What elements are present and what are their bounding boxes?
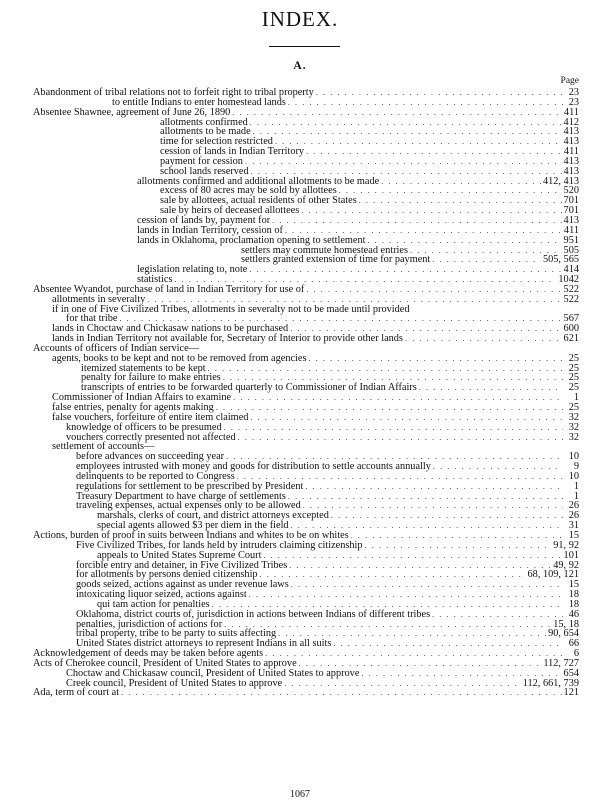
entry-text: sale by heirs of deceased allottees [160,205,300,217]
index-entry [0,265,600,275]
leader-dots [272,216,561,226]
entry-page: 413 [563,155,579,167]
index-entry [0,118,600,128]
entry-page: 522 [563,293,579,305]
entry-text: before advances on succeeding year [76,451,225,463]
entry-page: 701 [563,195,579,207]
leader-dots [232,108,562,118]
entry-page: 505, 565 [542,254,579,266]
entry-page: 413 [563,136,579,148]
entry-text: Treasury Department to have charge of settlements [76,490,286,502]
entry-text: cession of lands in Indian Territory [160,146,305,158]
leader-dots [216,403,563,413]
index-entry [0,216,600,226]
entry-text: allotments confirmed [160,116,248,128]
entry-page: 90, 654 [548,628,579,640]
entry-page: 121 [563,687,579,699]
entry-text: marshals, clerks of court, and district attorneys excepted [97,510,329,522]
entry-text: legislation relating to, note [137,264,248,276]
leader-dots [410,246,562,256]
index-entry [0,147,600,157]
entry-text: itemized statements to be kept [81,362,206,374]
entry-text: excess of 80 acres may be sold by allottees [160,185,337,197]
index-entries [0,88,600,698]
entry-page: 701 [563,205,579,217]
entry-page: 621 [563,333,579,345]
entry-text: employees intrusted with money and goods for distribution to settle accounts annually [76,461,431,473]
index-entry [0,206,600,216]
entry-page: 32 [568,431,579,443]
entry-text: settlement of accounts— [52,441,155,453]
leader-dots [405,334,562,344]
entry-page: 23 [568,96,579,108]
entry-page: 654 [563,667,579,679]
entry-text: Absentee Shawnee, agreement of June 26, 1890 [33,106,231,118]
entry-page: 31 [568,520,579,532]
entry-page: 91, 92 [553,539,579,551]
entry-page: 505 [563,244,579,256]
entry-text: cession of lands by, payment for [137,214,271,226]
entry-page: 522 [563,283,579,295]
entry-page: 1 [573,480,579,492]
entry-page: 567 [563,313,579,325]
index-entry [0,590,600,600]
leader-dots [208,364,563,374]
leader-dots [275,137,562,147]
entry-text: allotments to be made [160,126,251,138]
entry-page: 951 [563,234,579,246]
entry-page: 6 [573,648,579,660]
leader-dots [253,127,562,137]
leader-dots [351,531,563,541]
leader-dots [309,354,564,364]
entry-text: lands in Indian Territory not available for, Secretary of Interior to provide other lands [52,333,403,345]
entry-page: 413 [563,214,579,226]
entry-page: 520 [563,185,579,197]
leader-dots [291,580,563,590]
entry-text: Actions, burden of proof in suits between Indians and whites to be on whites [33,529,349,541]
index-entry [0,688,600,698]
entry-page: 25 [568,382,579,394]
leader-dots [121,688,561,698]
entry-page: 32 [568,421,579,433]
leader-dots [333,639,563,649]
leader-dots [306,285,561,295]
entry-text: Creek council, President of United States to approve [66,677,283,689]
entry-text: lands in Indian Territory, cession of [137,224,283,236]
entry-page: 25 [568,372,579,384]
entry-text: Acts of Cherokee council, President of United States to approve [33,657,297,669]
entry-page: 32 [568,411,579,423]
leader-dots [433,462,563,472]
entry-text: Oklahoma, district courts of, jurisdiction in actions between Indians of different tribes [76,608,431,620]
leader-dots [224,423,563,433]
leader-dots [316,88,563,98]
entry-text: false vouchers, forfeiture of entire item claimed [52,411,249,423]
entry-text: goods seized, actions against as under revenue laws [76,579,289,591]
entry-text: for allotments by persons denied citizenship [76,569,258,581]
entry-text: vouchers correctly presented not affected [66,431,236,443]
entry-page: 412 [563,116,579,128]
entry-page: 414 [563,264,579,276]
entry-text: penalties, jurisdiction of actions for [76,618,223,630]
entry-text: Five Civilized Tribes, for lands held by intruders claiming citizenship [76,539,363,551]
entry-text: Accounts of officers of Indian service— [33,342,199,354]
entry-text: penalty for failure to make entries [81,372,221,384]
entry-page: 18 [568,589,579,601]
leader-dots [233,393,563,403]
entry-text: agents, books to be kept and not to be removed from agencies [52,352,307,364]
entry-text: Commissioner of Indian Affairs to examine [52,392,232,404]
index-entry [0,157,600,167]
leader-dots [249,590,563,600]
entry-text: knowledge of officers to be presumed [66,421,222,433]
entry-text: Acknowledgement of deeds may be taken before agents [33,648,264,660]
leader-dots [301,206,561,216]
entry-page: 18 [568,598,579,610]
entry-text: Ada, term of court at [33,687,120,699]
entry-page: 112, 661, 739 [522,677,579,689]
entry-page: 1 [573,490,579,502]
entry-page: 1042 [558,274,579,286]
entry-text: statistics [137,274,173,286]
entry-text: Choctaw and Chickasaw council, President of United States to approve [66,667,360,679]
title-rule [269,46,340,47]
entry-text: transcripts of entries to be forwarded quarterly to Commissioner of Indian Affairs [81,382,417,394]
leader-dots [265,649,563,659]
entry-page: 25 [568,362,579,374]
entry-text: school lands reserved [160,165,249,177]
entry-text: sale by allottees, actual residents of other States [160,195,357,207]
leader-dots [250,413,563,423]
entry-text: qui tam action for penalties [97,598,210,610]
index-entry [0,541,600,551]
entry-text: to entitle Indians to enter homestead lands [112,96,286,108]
leader-dots [339,186,562,196]
entry-page: 49, 92 [553,559,579,571]
entry-page: 413 [563,126,579,138]
entry-text: false entries, penalty for agents making [52,402,214,413]
leader-dots [432,255,541,265]
page-number: 1067 [290,789,310,800]
leader-dots [419,383,563,393]
entry-page: 101 [563,549,579,561]
entry-page: 23 [568,87,579,98]
entry-text: settlers granted extension of time for payment [241,254,431,266]
entry-page: 25 [568,352,579,364]
leader-dots [359,196,562,206]
entry-text: settlers may commute homestead entries [241,244,408,256]
entry-text: regulations for settlement to be prescribed by President [76,480,304,492]
entry-text: if in one of Five Civilized Tribes, allotments in severalty not to be made until provided [52,303,410,315]
leader-dots [288,492,563,502]
entry-text: Absentee Wyandot, purchase of land in Indian Territory for use of [33,283,305,295]
entry-page: 411 [563,146,579,158]
entry-page: 9 [573,461,579,473]
entry-text: time for selection restricted [160,136,273,148]
index-entry [0,88,600,98]
leader-dots [289,561,551,571]
entry-page: 46 [568,608,579,620]
entry-text: allotments confirmed and additional allotments to be made [137,175,380,187]
entry-text: allotments in severalty [52,293,146,305]
entry-text: delinquents to be reported to Congress [76,470,235,482]
entry-page: 600 [563,323,579,335]
leader-dots [249,265,561,275]
leader-dots [260,570,526,580]
entry-page: 411 [563,106,579,118]
entry-page: 10 [568,451,579,463]
index-entry [0,511,600,521]
leader-dots [331,511,563,521]
page-title: INDEX. [261,7,339,31]
leader-dots [250,118,562,128]
entry-page: 411 [563,224,579,236]
leader-dots [381,177,541,187]
entry-text: lands in Oklahoma, proclamation opening to settlement [137,234,366,246]
leader-dots [288,98,563,108]
entry-text: forcible entry and detainer, in Five Civilized Tribes [76,559,288,571]
leader-dots [303,501,563,511]
entry-page: 15 [568,579,579,591]
entry-page: 10 [568,470,579,482]
entry-text: United States district attorneys to represent Indians in all suits [76,638,332,650]
leader-dots [365,541,552,551]
entry-page: 1 [573,392,579,404]
leader-dots [432,610,563,620]
leader-dots [284,679,521,689]
entry-page: 15, 18 [553,618,579,630]
entry-page: 413 [563,165,579,177]
entry-page: 26 [568,510,579,522]
leader-dots [306,147,562,157]
entry-text: intoxicating liquor seized, actions against [76,589,247,601]
page-column-label: Page [560,76,579,86]
entry-text: lands in Choctaw and Chickasaw nations to be purchased [52,323,289,335]
entry-text: special agents allowed $3 per diem in the field [97,520,289,532]
entry-text: for that tribe [66,313,118,325]
entry-text: Abandonment of tribal relations not to forfeit right to tribal property [33,87,314,98]
leader-dots [305,482,563,492]
entry-text: payment for cession [160,155,243,167]
index-entry [0,108,600,118]
leader-dots [263,551,561,561]
leader-dots [238,433,563,443]
index-entry [0,255,600,265]
section-letter: A. [293,60,307,72]
entry-page: 15 [568,529,579,541]
entry-page: 112, 727 [543,657,579,669]
entry-page: 26 [568,500,579,512]
entry-page: 68, 109, 121 [527,569,579,581]
entry-page: 66 [568,638,579,650]
entry-text: traveling expenses, actual expenses only to be allowed [76,500,301,512]
entry-text: tribal property, tribe to be party to suits affecting [76,628,277,640]
index-entry [0,196,600,206]
entry-text: appeals to United States Supreme Court [97,549,262,561]
entry-page: 412, 413 [542,175,579,187]
leader-dots [245,157,562,167]
entry-page: 25 [568,402,579,413]
index-entry [0,127,600,137]
